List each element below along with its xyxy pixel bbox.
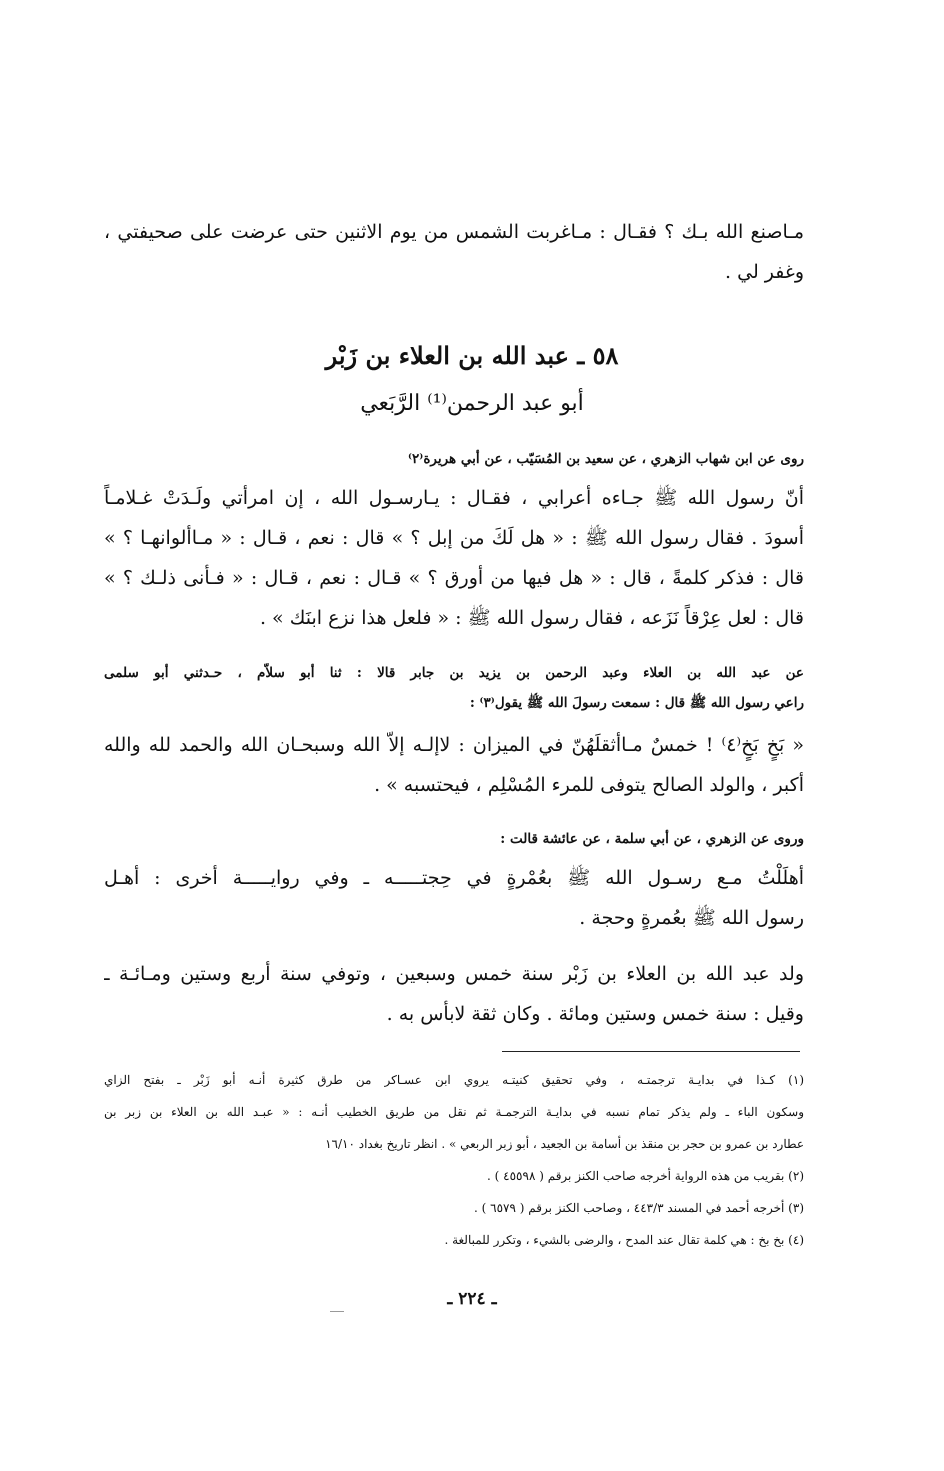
text-line: أهلَلْتُ مـع رسـول الله ﷺ بعُمْرةٍ في حِجتـــــه ـ وفي روايـــــة أخرى : أهـل (104, 867, 804, 889)
footnote-line: عطارد بن عمرو بن حجر بن منقذ بن أسامة بن الجعيد ، أبو زبر الربعي » . انظر تاريخ بغداد ١٦/١٠ (325, 1137, 804, 1151)
page-number: ـ ٢٢٤ ـ (447, 1289, 497, 1309)
footnote-separator (502, 1051, 800, 1052)
text-line: رسول الله ﷺ بعُمرةٍ وحجة . (579, 907, 804, 929)
entry-subtitle: أبو عبد الرحمن⁽¹⁾ الرَّبَعي (360, 391, 584, 416)
text-line: وقيل : سنة خمس وستين ومائة . وكان ثقة لابأس به . (386, 1003, 804, 1025)
hadith1-isnad (104, 444, 804, 474)
footnote-line: (٣) أخرجه أحمد في المسند ٤٤٣/٣ ، وصاحب الكنز برقم ( ٦٥٧٩ ) . (474, 1201, 804, 1215)
isnad-line: روى عن ابن شهاب الزهري ، عن سعيد بن المُسَيّب ، عن أبي هريرة⁽٢⁾ (408, 451, 804, 467)
footnote-line: (٢) بقريب من هذه الرواية أخرجه صاحب الكنز برقم ( ٤٥٥٩٨ ) . (487, 1169, 804, 1183)
isnad-line: عن عبد الله بن العلاء وعبد الرحمن بن يزيد بن جابر قالا : ثنا أبو سلاّم ، حـدثني أبو سلمى (104, 665, 804, 681)
text-line: مـاصنع الله بـك ؟ فقـال : مـاغربت الشمس من يوم الاثنين حتى عرضت على صحيفتي ، (104, 221, 804, 243)
text-line: قال : فذكر كلمةً ، قال : « هل فيها من أورق ؟ » قـال : نعم ، قـال : « فـأنى ذلـك ؟ » (104, 567, 804, 589)
text-line: أنّ رسول الله ﷺ جـاءه أعرابي ، فقـال : يـارسـول الله ، إن امرأتي ولَـدَتْ غـلامـاً (104, 487, 804, 509)
biography-paragraph (104, 954, 804, 1034)
intro-paragraph (104, 212, 804, 292)
isnad-line: وروى عن الزهري ، عن أبي سلمة ، عن عائشة قالت : (500, 831, 804, 847)
footnotes (104, 1064, 804, 1256)
hadith3-matn (104, 858, 804, 938)
isnad-line: راعي رسول الله ﷺ قال : سمعت رسولَ الله ﷺ يقول⁽٣⁾ : (469, 695, 804, 711)
hadith1-matn (104, 478, 804, 638)
text-line: ولد عبد الله بن العلاء بن زَبْر سنة خمس وسبعين ، وتوفي سنة أربع وستين ومـائـة ـ (104, 963, 804, 985)
entry-title: ٥٨ ـ عبد الله بن العلاء بن زَبْر (325, 341, 619, 370)
text-line: أكبر ، والولد الصالح يتوفى للمرء المُسْلِم ، فيحتسبه » . (374, 774, 804, 796)
footnote-line: وسكون الباء ـ ولم يذكر تمام نسبه في بدايـة الترجمـة ثم نقل من طريق الخطيب أنـه : « عبـد الله بن العلاء بن زبر بن (104, 1105, 804, 1119)
text-line: « بَخٍ بَخٍ⁽٤⁾ ! خمسٌ مـاأثقلَهُنّ في الميزان : لاإلـه إلاّ الله وسبحـان الله والحمد لله والله (104, 734, 804, 756)
hadith3-isnad (104, 824, 804, 854)
text-line: أسودَ . فقال رسول الله ﷺ : « هل لَكَ من إبل ؟ » قال : نعم ، قـال : « مـاألوانهـا ؟ » (104, 527, 804, 549)
footnote-line: (١) كـذا في بدايـة ترجمتـه ، وفي تحقيق كنيتـه يروي ابن عسـاكر من طرق كثيرة أنـه أبو زَبْر ـ بفتح الزاي (104, 1073, 804, 1087)
text-line: وغفر لي . (725, 261, 804, 283)
hadith2-matn (104, 725, 804, 805)
hadith2-isnad (104, 658, 804, 718)
scan-mark (330, 1311, 344, 1312)
footnote-line: (٤) بخ بخ : هي كلمة تقال عند المدح ، والرضى بالشيء ، وتكرر للمبالغة . (444, 1233, 804, 1247)
text-line: قال : لعل عِرْقاً نَزَعه ، فقال رسول الله ﷺ : « فلعل هذا نزع ابنَك » . (259, 607, 804, 629)
